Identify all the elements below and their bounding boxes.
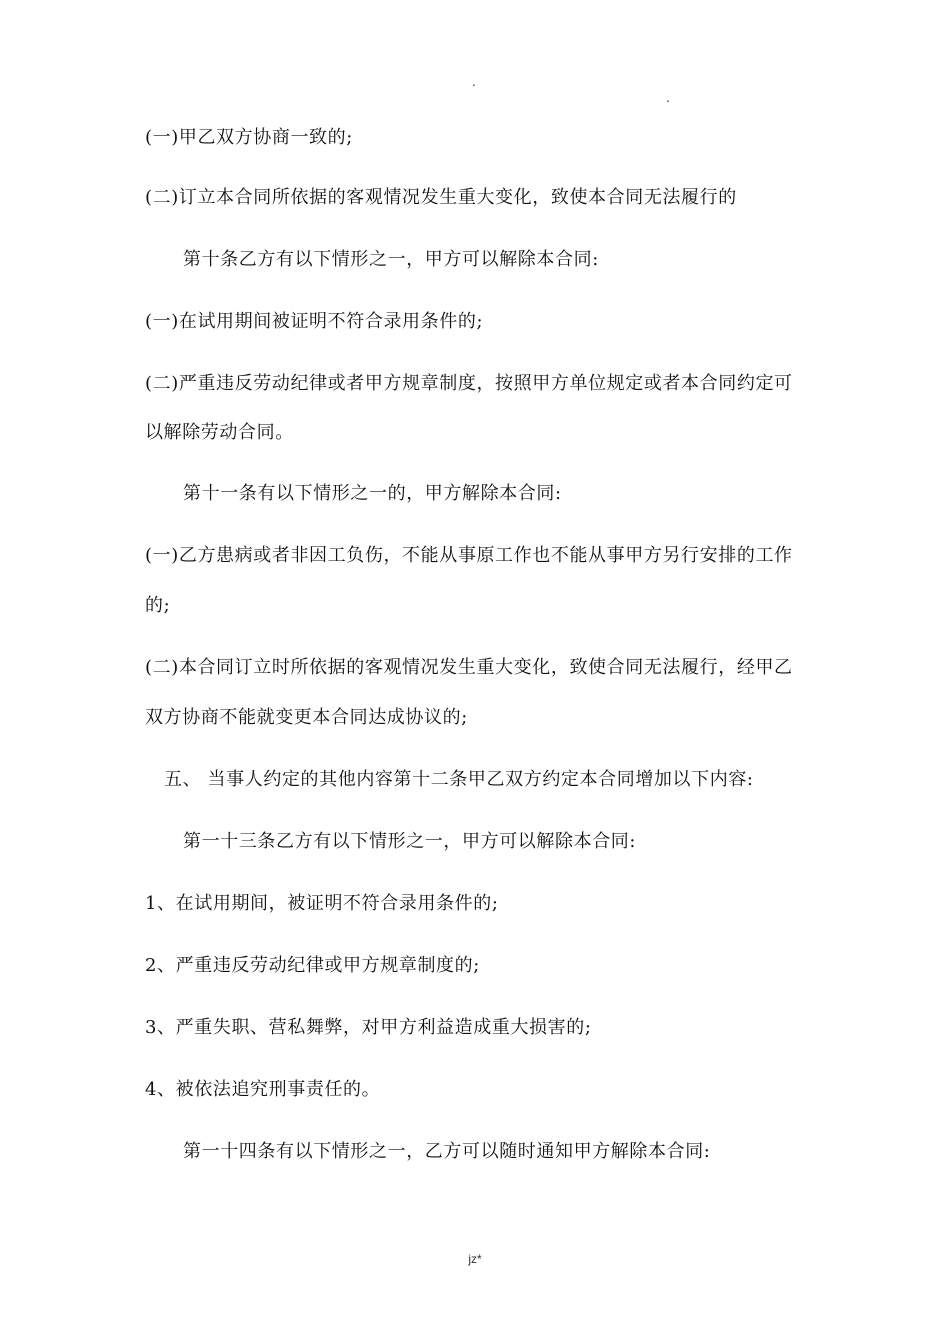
clause-line-continued: 双方协商不能就变更本合同达成协议的; (145, 707, 468, 728)
numbered-item: 4、被依法追究刑事责任的。 (145, 1079, 381, 1100)
page-footer: jz* (468, 1252, 482, 1266)
header-dot-right: . (666, 91, 670, 105)
article-heading: 第一十三条乙方有以下情形之一，甲方可以解除本合同: (183, 831, 637, 852)
clause-line: (一)甲乙双方协商一致的; (145, 127, 353, 148)
clause-line: (二)订立本合同所依据的客观情况发生重大变化，致使本合同无法履行的 (145, 187, 737, 208)
clause-line: (一)乙方患病或者非因工负伤，不能从事原工作也不能从事甲方另行安排的工作 (145, 545, 793, 566)
numbered-item: 1、在试用期间，被证明不符合录用条件的; (145, 893, 499, 914)
article-heading: 第一十四条有以下情形之一，乙方可以随时通知甲方解除本合同: (183, 1141, 711, 1162)
clause-line: (二)本合同订立时所依据的客观情况发生重大变化，致使合同无法履行，经甲乙 (145, 657, 793, 678)
numbered-item: 3、严重失职、营私舞弊，对甲方利益造成重大损害的; (145, 1017, 592, 1038)
section-heading: 五、 当事人约定的其他内容第十二条甲乙双方约定本合同增加以下内容: (164, 769, 754, 790)
numbered-item: 2、严重违反劳动纪律或甲方规章制度的; (145, 955, 480, 976)
clause-line: (一)在试用期间被证明不符合录用条件的; (145, 311, 484, 332)
header-dot-left: . (472, 75, 476, 89)
article-heading: 第十条乙方有以下情形之一，甲方可以解除本合同: (183, 249, 599, 270)
clause-line-continued: 的; (145, 595, 171, 616)
clause-line: (二)严重违反劳动纪律或者甲方规章制度，按照甲方单位规定或者本合同约定可 (145, 373, 793, 394)
clause-line-continued: 以解除劳动合同。 (145, 422, 294, 443)
article-heading: 第十一条有以下情形之一的，甲方解除本合同: (183, 483, 562, 504)
